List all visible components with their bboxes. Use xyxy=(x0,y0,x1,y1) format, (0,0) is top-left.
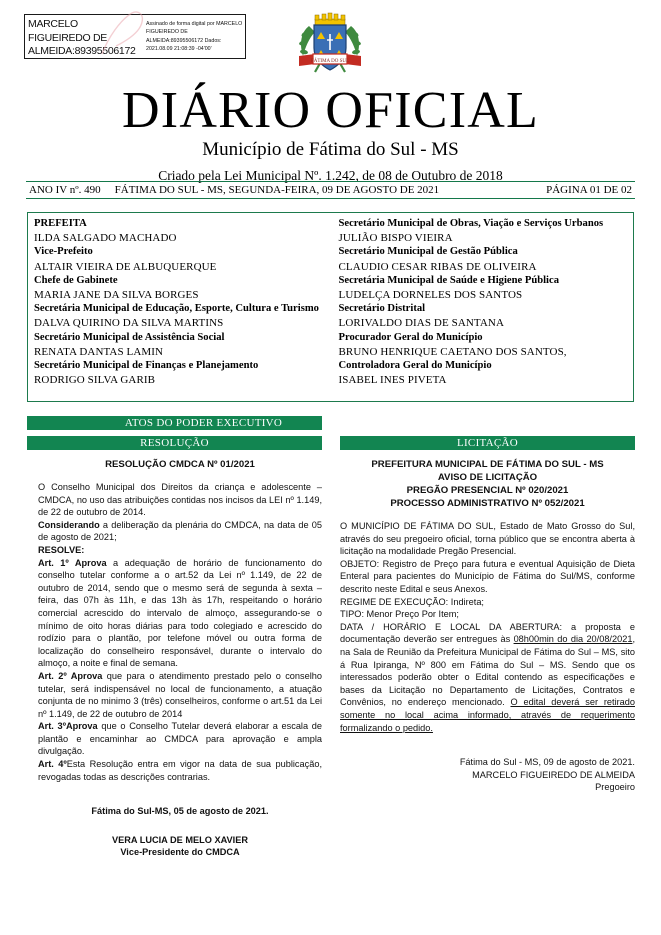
officials-column-right xyxy=(331,217,628,398)
resolucao-art2 xyxy=(38,670,322,720)
official-person: ISABEL INES PIVETA xyxy=(338,374,447,387)
official-person: CLAUDIO CESAR RIBAS DE OLIVEIRA xyxy=(338,260,537,273)
considerando-text: a deliberação da plenária do CMDCA, na data de 05 de agosto de 2021; xyxy=(38,519,322,543)
digital-signature-stamp xyxy=(24,14,246,59)
art3-text: que o Conselho Tutelar deverá elaborar a escala de plantão e encaminhar ao CMDCA para aprovação e ampla divulgação. xyxy=(38,721,322,757)
official-person: LORIVALDO DIAS DE SANTANA xyxy=(338,317,504,330)
resolucao-intro-paragraph: O Conselho Municipal dos Direitos da criança e adolescente – CMDCA, no uso das atribuições contidas nos incisos da LEI nº 1.149, de 22 de outubro de 2014. xyxy=(38,482,322,518)
licitacao-tipo: TIPO: Menor Preço Por Item; xyxy=(340,609,459,620)
licitacao-heading-line4: PROCESSO ADMINISTRATIVO Nº 052/2021 xyxy=(390,498,585,509)
signature-details: Assinado de forma digital por MARCELO FIGUEIREDO DE ALMEIDA:89395506172 Dados: 2021.08.09 21:08:39 -04'00' xyxy=(146,21,243,52)
resolucao-considerando-paragraph xyxy=(38,519,322,544)
official-person: ILDA SALGADO MACHADO xyxy=(34,232,177,245)
official-role: Secretário Municipal de Obras, Viação e Serviços Urbanos xyxy=(338,218,604,229)
edition-place-date: FÁTIMA DO SUL - MS, SEGUNDA-FEIRA, 09 DE AGOSTO DE 2021 xyxy=(114,184,440,196)
resolucao-signer-role: Vice-Presidente do CMDCA xyxy=(120,847,240,858)
art2-text: que para o atendimento prestado pelo o conselho tutelar, será indispensável no local de funcionamento, a atuação conjunta de no minimo 3 (três) conselheiros, conforme o art.51 da Lei nº 1.149, de 22 de outubro de 2014 xyxy=(38,670,322,719)
licitacao-heading-line2: AVISO DE LICITAÇÃO xyxy=(437,472,538,483)
signature-subject-name: MARCELO FIGUEIREDO DE ALMEIDA:89395506172 xyxy=(28,18,136,57)
svg-text:FÁTIMA DO SUL: FÁTIMA DO SUL xyxy=(310,59,350,64)
data-prefix: DATA / HORÁRIO E LOCAL DA ABERTURA: a proposta e documentação deverão ser entregues às xyxy=(340,621,635,645)
official-role: Secretário Distrital xyxy=(338,303,426,315)
official-role: Secretário Municipal de Gestão Pública xyxy=(338,246,518,258)
section-bar-licitacao: LICITAÇÃO xyxy=(340,436,635,450)
considerando-label: Considerando xyxy=(38,519,100,530)
masthead xyxy=(0,84,661,186)
official-person: LUDELÇA DORNELES DOS SANTOS xyxy=(338,289,523,302)
page-title: DIÁRIO OFICIAL xyxy=(122,82,539,139)
coat-of-arms-icon xyxy=(293,12,367,82)
official-role: PREFEITA xyxy=(34,218,87,229)
official-person: RENATA DANTAS LAMIN xyxy=(34,345,164,358)
licitacao-signer-name: MARCELO FIGUEIREDO DE ALMEIDA xyxy=(472,769,635,780)
official-person: RODRIGO SILVA GARIB xyxy=(34,374,156,387)
licitacao-data-horario-local xyxy=(340,621,635,734)
official-person: ALTAIR VIEIRA DE ALBUQUERQUE xyxy=(34,260,217,273)
art3-label: Art. 3ºAprova xyxy=(38,721,98,732)
art4-label: Art. 4º xyxy=(38,759,67,770)
official-role: Secretário Municipal de Finanças e Planejamento xyxy=(34,360,259,372)
official-role: Secretário Municipal de Assistência Social xyxy=(34,331,225,343)
licitacao-heading-line1: PREFEITURA MUNICIPAL DE FÁTIMA DO SUL - MS xyxy=(371,459,604,470)
official-role: Procurador Geral do Município xyxy=(338,331,483,343)
resolucao-art4 xyxy=(38,758,322,783)
resolve-label: RESOLVE: xyxy=(38,544,85,555)
edition-bar xyxy=(26,181,635,199)
officials-column-left xyxy=(34,217,331,398)
official-person: BRUNO HENRIQUE CAETANO DOS SANTOS, xyxy=(338,345,567,358)
official-person: JULIÃO BISPO VIEIRA xyxy=(338,232,453,245)
official-person: DALVA QUIRINO DA SILVA MARTINS xyxy=(34,317,224,330)
official-role: Chefe de Gabinete xyxy=(34,274,118,286)
licitacao-article xyxy=(340,458,635,794)
masthead-law-line: Criado pela Lei Municipal Nº. 1.242, de 08 de Outubro de 2018 xyxy=(158,168,503,183)
licitacao-regime-execucao: REGIME DE EXECUÇÃO: Indireta; xyxy=(340,596,484,607)
art4-text: Esta Resolução entra em vigor na data de sua publicação, revogadas todas as descrições contrarias. xyxy=(38,759,322,782)
resolucao-heading: RESOLUÇÃO CMDCA Nº 01/2021 xyxy=(105,459,255,470)
licitacao-place-date: Fátima do Sul - MS, 09 de agosto de 2021. xyxy=(459,757,635,768)
art1-text: a adequação de horário de funcionamento do conselho tutelar conforme a o art.52 da Lei nº 1.149, de 22 de outubro de 2014, sendo que o mesmo será de segunda à sexta –feira, das 07h às 11h, e das 13h às 17h, respeitando o horário comercial acrescido do intervalo de almoço, assegurando-se o mínimo de oito horas diárias para todo colegiado e acrescido do rodízio para o plantão, por telefone móvel ou outra forma de localização do conselheiro responsável, durante o intervalo do almoço, a noite e final de semana. xyxy=(38,557,322,669)
resolucao-place-date: Fátima do Sul-MS, 05 de agosto de 2021. xyxy=(91,806,269,817)
edition-year-number: ANO IV nº. 490 xyxy=(29,184,101,196)
art2-label: Art. 2º Aprova xyxy=(38,670,103,681)
official-role: Secretária Municipal de Saúde e Higiene Pública xyxy=(338,274,559,286)
edition-page-number: PÁGINA 01 DE 02 xyxy=(546,184,632,196)
official-person: MARIA JANE DA SILVA BORGES xyxy=(34,289,199,302)
art1-label: Art. 1º Aprova xyxy=(38,557,107,568)
section-bar-resolucao: RESOLUÇÃO xyxy=(27,436,322,450)
licitacao-intro-paragraph: O MUNICÍPIO DE FÁTIMA DO SUL, Estado de Mato Grosso do Sul, através do seu pregoeiro oficial, torna público que se encontra aberta à licitação na modalidade Pregão Presencial. xyxy=(340,521,635,557)
data-suffix: , na Sala de Reunião da Prefeitura Municipal de Fátima do Sul – MS, sito á Rua Ipiranga, Nº 800 em Fátima do Sul – MS. Sendo que os interessados poderão obter o Edital contendo as especificações e bases da Licitação no Departamento de Licitações, Contratos e Convênios, no endereço mencionado. xyxy=(340,634,635,708)
licitacao-signer-role: Pregoeiro xyxy=(595,782,635,793)
masthead-subtitle: Município de Fátima do Sul - MS xyxy=(202,139,459,160)
resolucao-art3 xyxy=(38,720,322,758)
officials-box xyxy=(27,212,634,402)
data-abertura-underlined: 08h00min do dia 20/08/2021 xyxy=(513,634,633,645)
resolucao-article xyxy=(38,458,322,859)
official-role: Vice-Prefeito xyxy=(34,246,93,258)
resolucao-art1 xyxy=(38,557,322,670)
official-role: Controladora Geral do Município xyxy=(338,360,492,372)
edital-retirada-underlined: O edital deverá ser retirado somente no local acima informado, através de requerimento formalizando o pedido. xyxy=(340,697,635,733)
resolucao-signer-name: VERA LUCIA DE MELO XAVIER xyxy=(112,834,248,845)
licitacao-heading-line3: PREGÃO PRESENCIAL Nº 020/2021 xyxy=(406,485,569,496)
section-bar-atos-poder-executivo: ATOS DO PODER EXECUTIVO xyxy=(27,416,322,430)
official-role: Secretária Municipal de Educação, Esporte, Cultura e Turismo xyxy=(34,303,319,315)
licitacao-objeto: OBJETO: Registro de Preço para futura e eventual Aquisição de Dieta Enteral para pacientes do Município de Fátima do Sul/MS, conforme descrito neste Edital e seus Anexos. xyxy=(340,558,635,594)
